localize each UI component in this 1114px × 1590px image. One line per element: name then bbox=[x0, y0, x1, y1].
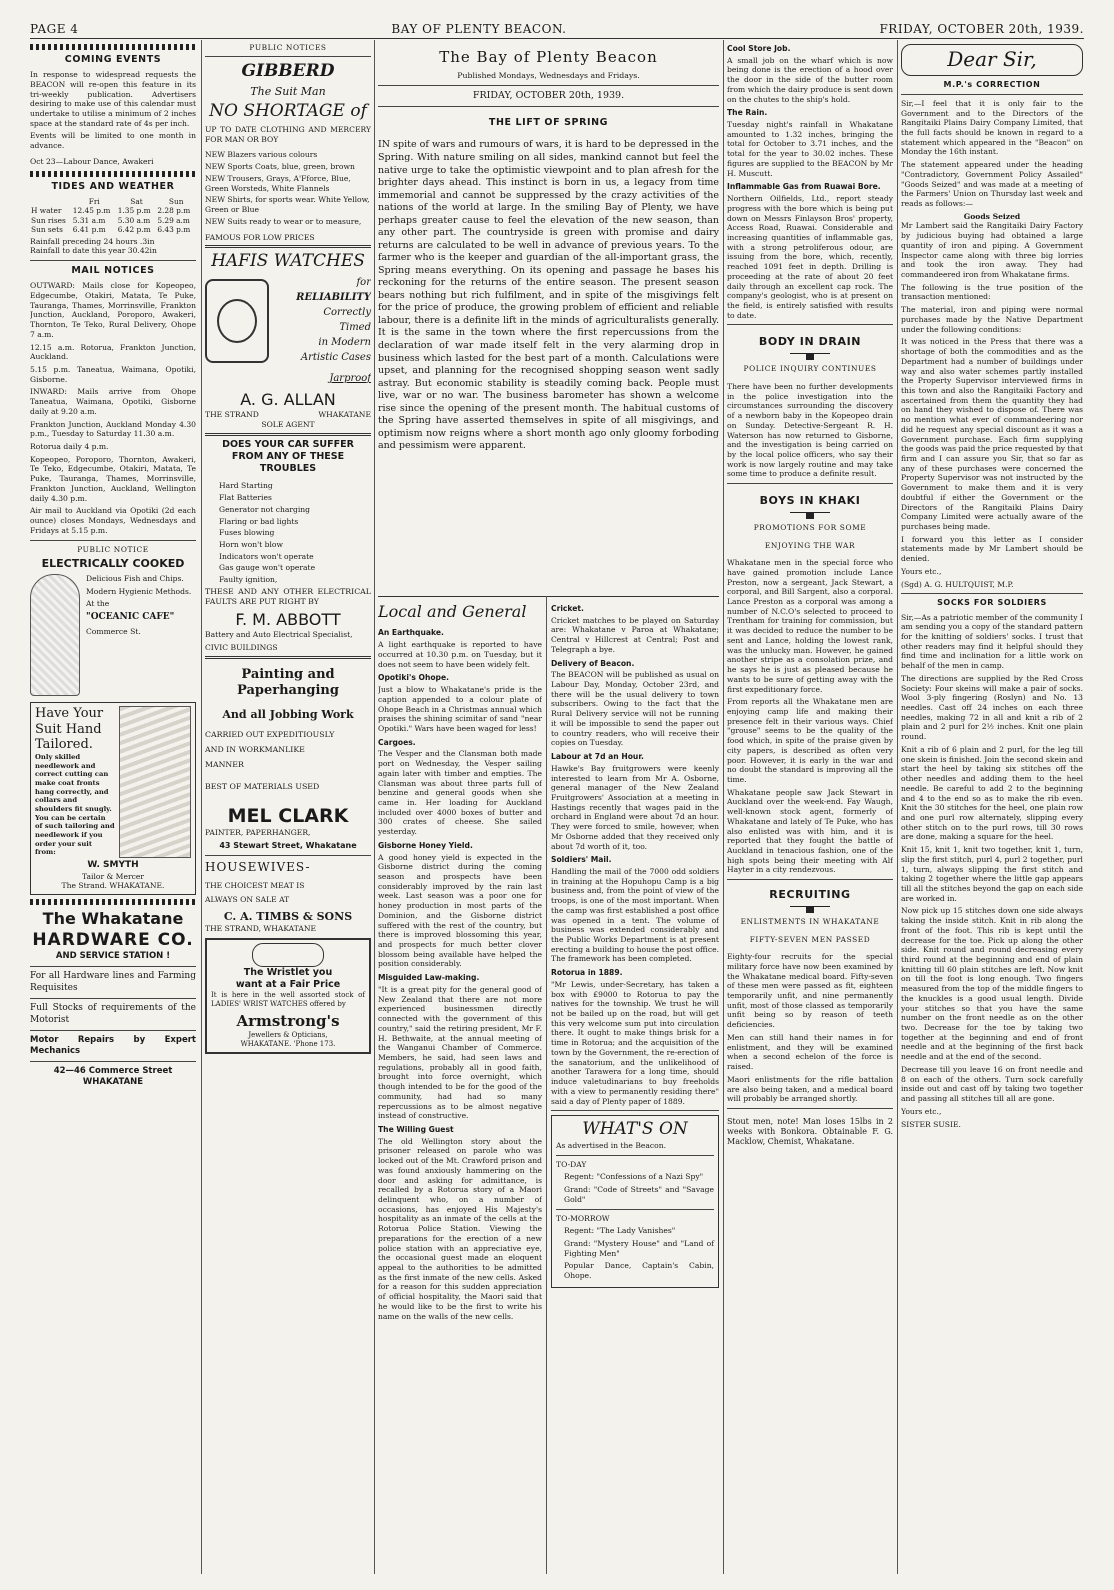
tailor-name: W. SMYTH bbox=[87, 860, 139, 871]
goods-seized-heading: Goods Seized bbox=[963, 211, 1021, 221]
tailored-man-illustration bbox=[119, 706, 191, 858]
article-heading: The Rain. bbox=[727, 108, 768, 118]
editorial-title: THE LIFT OF SPRING bbox=[488, 117, 609, 129]
hafis-copy: Correctly bbox=[323, 306, 371, 318]
hardware-name: HARDWARE CO. bbox=[32, 929, 194, 950]
page-header bbox=[30, 22, 1084, 39]
drain-heading: BODY IN DRAIN bbox=[758, 335, 862, 349]
ornament-rule bbox=[790, 512, 830, 519]
abbott-sub: Battery and Auto Electrical Specialist, bbox=[205, 630, 353, 640]
letter-text: Now pick up 15 stitches down one side always taking the inside stitch. Knit in rib along the front of the foot. This rib is kept until the decrease for the toe. Pick up along the other side. Knit round and round decreasing every third round at the beginning and end of plain knitting till 60 plain stitches are left. Now knit on till the foot is long enough. Two fingers measured from the top of the middle fingers to the knuckles is a good usual length. Divide your stitches so that you have the same number on the front needle as on the other two. Decrease for the toe by taking two together at the beginning and end of front needle and at the beginning of the first back needle and at the end of the second. bbox=[901, 906, 1083, 1062]
car-fault: Flaring or bad lights bbox=[219, 516, 299, 526]
column-rule bbox=[546, 600, 547, 1574]
ornament-rule bbox=[790, 906, 830, 913]
mail-inward-4: Kopeopeo, Poroporo, Thornton, Awakeri, Te Teko, Edgecumbe, Otakiri, Matata, Te Puke, Tauranga, Thames, Morrinsville, Frankton Junction, Auckland, Wellington daily 4.30 p.m. bbox=[30, 454, 196, 503]
letter-text: The statement appeared under the heading "Contradictory, Government Policy Assailed" "Goods Seized" and was made at a meeting of the Farmers' Union on Thursday last week and reads as follows:— bbox=[901, 160, 1083, 209]
recruiting-text: Maori enlistments for the rifle battalion are also being taken, and a medical board will probably be arranged shortly. bbox=[727, 1074, 893, 1104]
mel-clark-name: MEL CLARK bbox=[227, 804, 349, 827]
letter-text: The directions are supplied by the Red Cross Society: Four skeins will make a pair of socks. Wool 3-ply fingering (Roslyn) and No. 13 needles. Cast off 24 inches on each three needles, making 72 in all and knit a rib of 2 plain and 2 purl for 2½ inches. Knit one plain round. bbox=[901, 673, 1083, 742]
article-heading: Rotorua in 1889. bbox=[551, 968, 623, 978]
letter-closing: Yours etc., bbox=[901, 1106, 942, 1116]
painting-line: CARRIED OUT EXPEDITIOUSLY bbox=[205, 730, 335, 739]
letter-text: Sir,—As a patriotic member of the community I am sending you a copy of the standard pattern for the knitting of soldiers' socks. I trust that other readers may find it helpful should they find time and inclination for a little work on behalf of the men in camp. bbox=[901, 612, 1083, 671]
recruiting-heading: RECRUITING bbox=[769, 888, 851, 902]
hardware-sub: AND SERVICE STATION ! bbox=[55, 951, 171, 962]
article-heading: Cargoes. bbox=[378, 737, 416, 747]
hafis-jarproof: Jarproof bbox=[329, 372, 371, 384]
hardware-line: Full Stocks of requirements of the Motorist bbox=[30, 1003, 196, 1025]
recruiting-text: Men can still hand their names in for enlistment, and they will be examined when a second echelon of the force is raised. bbox=[727, 1032, 893, 1072]
hardware-the: The Whakatane bbox=[42, 909, 184, 929]
article-text: Tuesday night's rainfall in Whakatane amounted to 1.32 inches, bringing the total for October to 3.71 inches, and the total for the year to 30.02 inches. These figures are supplied to the BEACON by Mr H. Muscutt. bbox=[727, 120, 893, 178]
cafe-name: "OCEANIC CAFE" bbox=[86, 612, 175, 623]
wristwatch-illustration bbox=[205, 279, 269, 363]
hardware-line: Motor Repairs by Expert Mechanics bbox=[30, 1035, 196, 1057]
armstrong-sub: Jewellers & Opticians, bbox=[248, 1031, 328, 1040]
cafe-heading: ELECTRICALLY COOKED bbox=[41, 556, 185, 570]
painting-line: And all Jobbing Work bbox=[222, 707, 354, 721]
car-fault: Gas gauge won't operate bbox=[219, 563, 316, 573]
tailor-sub: Tailor & Mercer bbox=[82, 871, 144, 881]
time-cell: 6.42 p.m bbox=[117, 225, 151, 235]
new-item: NEW Shirts, for sports wear. White Yellow, Green or Blue bbox=[205, 195, 370, 215]
mail-outward-3: 5.15 p.m. Taneatua, Waimana, Opotiki, Gisborne. bbox=[30, 365, 196, 384]
mail-inward-2: Frankton Junction, Auckland Monday 4.30 p.m., Tuesday to Saturday 11.30 a.m. bbox=[30, 419, 196, 439]
khaki-text: From reports all the Whakatane men are enjoying camp life and making their presence felt in their various ways. Chief "grouse" seems to be the quality of the food which, in spite of the praise given by city papers, is described as often very poor. However, it is early in the war and no doubt the standard is improving all the time. bbox=[727, 697, 893, 784]
meat-line: THE CHOICEST MEAT IS bbox=[205, 880, 305, 890]
recruiting-text: Eighty-four recruits for the special military force have now been examined by the Whakatane medical board. Fifty-seven of these men were passed as fit, eighteen temporarily unfit, and nine permanently unfit, most of those classed as temporarily unfit being so by reason of teeth deficiencies. bbox=[727, 952, 893, 1030]
column-1 bbox=[30, 40, 196, 1574]
article-heading: Cricket. bbox=[551, 604, 584, 613]
wristlet-text: It is here in the well assorted stock of LADIES' WRIST WATCHES offered by bbox=[211, 991, 365, 1008]
khaki-heading: BOYS IN KHAKI bbox=[759, 494, 861, 508]
mail-inward-3: Rotorua daily 4 p.m. bbox=[30, 442, 109, 452]
article-text: A good honey yield is expected in the Gisborne district during the coming season and prospects have been considerably improved by the rain last week. Last season was a poor one for honey production in most parts of the Dominion, and the Gisborne district suffered with the rest of the country, but there is improved blossoming this year, and prospects for much better clover blossom being available have helped the position considerably. bbox=[378, 852, 542, 969]
letter-text: It was noticed in the Press that there was a shortage of both the commodities and as the Department had a number of buildings under way and also water schemes partly installed the Property Supervisor interviewed firms in this town and also the Rangitaiki Factory and ascertained from them the quantity they had on hand they wished to dispose of. There was no mention what ever of commandeering nor did he request any special discount as it was a Government purchase. Each firm supplying the goods was paid the price requested by that firm and I can assure you Sir, that so far as any of these purchases were concerned the Property Supervisor was not instructed by the Government to make them and it is very doubtful if either the Government or the Directors of the Rangitaiki Plains Dairy Company Limited were actually aware of the purchases being made. bbox=[901, 337, 1083, 532]
column-rule bbox=[897, 40, 898, 1574]
hafis-copy: Artistic Cases bbox=[300, 351, 371, 363]
ornament-rule bbox=[30, 171, 196, 177]
cafe-line: At the bbox=[86, 599, 110, 609]
wristlet-line: want at a Fair Price bbox=[235, 978, 341, 990]
car-heading: DOES YOUR CAR SUFFER FROM ANY OF THESE TROUBLES bbox=[222, 438, 354, 475]
tailor-text: Only skilled needlework and correct cutting can make coat fronts hang correctly, and collars and shoulders fit snugly. You can be certain of such tailoring and needlework if you order your suit from: bbox=[35, 752, 115, 857]
letter-text: Knit a rib of 6 plain and 2 purl, for the leg till one skein is finished. Join the second skein and start the heel by taking six stitches off the other needles and adding them to the heel needle. Be careful to add 2 to the beginning and 4 to the end so as to make the rib even. Knit the 30 stitches for the heel, one plain row and one purl row alternately, slipping every other stitch on to the purl rows, till 30 rows are done, making a square for the heel. bbox=[901, 744, 1083, 842]
letter-signature: (Sgd) A. G. HULTQUIST, M.P. bbox=[901, 579, 1014, 589]
car-footer: THESE AND ANY OTHER ELECTRICAL FAULTS ARE PUT RIGHT BY bbox=[205, 586, 371, 606]
letter-text: The material, iron and piping were normal purchases made by the Native Department under the following conditions: bbox=[901, 305, 1083, 334]
page-number: PAGE 4 bbox=[30, 22, 79, 36]
letter-text: Knit 15, knit 1, knit two together, knit 1, turn, slip the first stitch, purl 4, purl 2 together, purl 1, turn, always slipping the first stitch and taking 2 together where the little gap appears till all the stitches beyond the gap on each side are worked in. bbox=[901, 845, 1083, 903]
article-heading: Delivery of Beacon. bbox=[551, 658, 635, 668]
article-heading: Soldiers' Mail. bbox=[551, 855, 612, 865]
article-text: "It is a great pity for the general good of New Zealand that there are not more experienced businessmen directly connected with the government of this country," said the retiring president, Mr F. H. Bethwaite, at the annual meeting of the Wanganui Chamber of Commerce. Members, he said, had seen laws and regulations, probably all in good faith, brought into force overnight, which though intended to be for the good of the community, had had so many repercussions as to be almost negative instead of constructive. bbox=[378, 984, 542, 1121]
row-label: Sun rises bbox=[31, 215, 66, 225]
today-item: Grand: "Code of Streets" and "Savage Gold" bbox=[564, 1185, 714, 1204]
letter-text: I forward you this letter as I consider statements made by Mr Lambert should be denied. bbox=[901, 534, 1083, 564]
recruiting-subheading-2: FIFTY-SEVEN MEN PASSED bbox=[749, 934, 871, 944]
khaki-text: Whakatane people saw Jack Stewart in Auckland over the week-end. Fay Waugh, well-known stock agent, formerly of Whakatane and lately of Te Puke, who has also enlisted was with him, and it is reported that they fought the battle of Auckland in tenacious fashion, one of the high spots being their meeting with Alf Hayter in a city rendezvous. bbox=[727, 787, 893, 875]
hafis-copy: in Modern bbox=[318, 336, 371, 348]
published-days: Published Mondays, Wednesdays and Fridays. bbox=[457, 71, 640, 81]
whats-on-heading: WHAT'S ON bbox=[582, 1119, 688, 1140]
day-label: Sat bbox=[130, 196, 143, 206]
today-item: Regent: "Confessions of a Nazi Spy" bbox=[564, 1172, 704, 1182]
timbs-address: THE STRAND, WHAKATANE bbox=[205, 924, 317, 934]
khaki-text: Whakatane men in the special force who have gained promotion include Lance Preston, now a sergeant, Jack Stewart, a corporal, and Bill Sargent, also a corporal. Lance Preston as a corporal was among a number of N.C.O's selected to proceed to Trentham for training for commission, but it was decided to reduce the number to be sent and Lance, holding the lowest rank, was the unlucky man. However, he gained another stripe as a consolation prize, and he says he is just as pleased because he wants to be sure of getting away with the first expeditionary force. bbox=[727, 558, 893, 694]
hafis-for: for bbox=[356, 276, 371, 288]
letter-signature: SISTER SUSIE. bbox=[901, 1119, 961, 1129]
cafe-line: Delicious Fish and Chips. bbox=[86, 574, 184, 584]
public-notice-label: PUBLIC NOTICE bbox=[77, 544, 149, 554]
article-heading: Gisborne Honey Yield. bbox=[378, 840, 473, 850]
allan-street: THE STRAND bbox=[205, 410, 259, 420]
paper-title: BAY OF PLENTY BEACON. bbox=[391, 22, 567, 36]
abbott-name: F. M. ABBOTT bbox=[235, 609, 341, 629]
rainfall-24h: Rainfall preceding 24 hours .3in bbox=[30, 236, 155, 246]
article-heading: Misguided Law-making. bbox=[378, 973, 480, 983]
article-text: Handling the mail of the 7000 odd soldiers in training at the Hopuhopu Camp is a big business and, from the point of view of the troops, is one of the most important. When the camp was first established a post office was opened in a tent. The volume of business was extended considerably and the Public Works Department is at present erecting a building to house the post office. The framework has been completed. bbox=[551, 866, 719, 964]
meat-line: ALWAYS ON SALE AT bbox=[205, 895, 290, 905]
coming-events-text: In response to widespread requests the BEACON will re-open this feature in its tri-weekly publication. Advertisers desiring to make use of this calendar must undertake to utilise a minimum of 2 inches space at the standard rate of 4s per inch. bbox=[30, 70, 196, 128]
coming-events-heading: COMING EVENTS bbox=[64, 54, 162, 65]
mail-outward-2: 12.15 a.m. Rotorua, Frankton Junction, Auckland. bbox=[30, 342, 196, 362]
letter-text: Sir,—I feel that it is only fair to the Government and to the Directors of the Rangitaiki Plains Dairy Company Limited, that the full facts should be known in regard to a statement which appeared in the "Beacon" on Monday the 16th instant. bbox=[901, 98, 1083, 157]
article-text: "Mr Lewis, under-Secretary, has taken a box with £9000 to Rotorua to pay the natives for the township. We trust he will not be bailed up on the road, but will get this very welcome sum put into circulation there. It ought to make things brisk for a time in Rotorua; and the acquisition of the town by the Government, the re-erection of the sanatorium, and the unlikelihood of another Tarawera for a long time, should induce valetudinarians to buy freeholds with a view to permanently residing there" said a day of Plenty paper of 1889. bbox=[551, 979, 719, 1106]
timbs-name: C. A. TIMBS & SONS bbox=[223, 909, 353, 923]
time-cell: 5.30 a.m bbox=[117, 215, 151, 225]
column-6 bbox=[901, 40, 1083, 1574]
event-item: Oct 23—Labour Dance, Awakeri bbox=[30, 156, 154, 166]
clothing-line: UP TO DATE CLOTHING AND MERCERY FOR MAN OR BOY bbox=[205, 125, 371, 144]
time-cell: 6.43 p.m bbox=[157, 225, 191, 235]
time-cell: 1.35 p.m bbox=[117, 206, 151, 216]
article-text: Hawke's Bay fruitgrowers were keenly interested to learn from Mr A. Osborne, general manager of the New Zealand Fruitgrowers' Association at a meeting in Hastings recently that wages paid in the orchard in England were about 7d an hour. They were forced to smile, however, when Mr Osborne added that they received only about 7d worth of it, too. bbox=[551, 763, 719, 851]
gibberd-heading: GIBBERD bbox=[241, 61, 335, 82]
cafe-line: Modern Hygienic Methods. bbox=[86, 586, 192, 596]
local-general-column bbox=[378, 600, 542, 1574]
article-text: The BEACON will be published as usual on Labour Day, Monday, October 23rd, and there will be the usual delivery to town subscribers. Owing to the fact that the Rural Delivery service will not be running it will be impossible to send the paper out to country readers, who will receive their copies on Tuesday. bbox=[551, 670, 719, 748]
article-text: A small job on the wharf which is now being done is the erection of a hood over the door in the side of the butter room from which the dairy produce is sent down on the chutes to the ship's hold. bbox=[727, 55, 893, 104]
masthead: The Bay of Plenty Beacon bbox=[439, 48, 658, 66]
housewives: HOUSEWIVES- bbox=[205, 860, 311, 875]
suit-man: The Suit Man bbox=[250, 85, 326, 99]
ornament-rule bbox=[790, 353, 830, 360]
tomorrow-label: TO-MORROW bbox=[556, 1213, 610, 1223]
new-item: NEW Trousers, Grays, A'Fforce, Blue, Green Worsteds, White Flannels bbox=[205, 173, 351, 193]
today-label: TO-DAY bbox=[556, 1159, 587, 1169]
row-label: Sun sets bbox=[31, 225, 63, 235]
car-fault: Fuses blowing bbox=[219, 528, 275, 538]
letter-closing: Yours etc., bbox=[901, 566, 942, 576]
tomorrow-item: Regent: "The Lady Vanishes" bbox=[564, 1226, 676, 1236]
mel-clark-sub: PAINTER, PAPERHANGER, bbox=[205, 828, 311, 838]
wristwatch-illustration bbox=[252, 943, 324, 967]
whats-on-sub: As advertised in the Beacon. bbox=[556, 1140, 667, 1150]
ornament-rule bbox=[30, 44, 196, 50]
column-rule bbox=[374, 40, 375, 1574]
hafis-reliability: RELIABILITY bbox=[296, 291, 371, 303]
tides-heading: TIDES AND WEATHER bbox=[51, 180, 175, 192]
air-mail: Air mail to Auckland via Opotiki (2d each ounce) closes Mondays, Wednesdays and Fridays at 5.15 p.m. bbox=[30, 506, 196, 535]
allan-name: A. G. ALLAN bbox=[240, 389, 336, 409]
day-label: Fri bbox=[88, 196, 100, 206]
article-text: Just a blow to Whakatane's pride is the caption appended to a colour plate of Ohope Beach in a Christmas annual which praises the shining scimitar of sand "near Opotiki." Wars have been waged for less! bbox=[378, 685, 542, 733]
editorial-text: IN spite of wars and rumours of wars, it is hard to be depressed in the Spring. With nature smiling on all sides, mankind cannot but feel the native urge to take the optimistic viewpoint and to plan afresh for the brighter days ahead. This instinct is born in us, a legacy from time immemorial and cannot be suppressed by the crazy activities of the nations of the world at large. In the smiling Bay of Plenty, we have perhaps greater cause to feel the elevation of the new season, than any other part. The countryside is green with promise and dairy returns are calculated to be well in advance of previous years. To the farmer who is the keeper and guardian of the all-important grass, the Spring means everything. On its opening and passage he bases his reckoning for the returns of the entire season. The present season bears nothing but rich fulfilment, and in spite of the misgivings felt for the price of produce, the growing problem of efficient and reliable labour, there is a definite lift in the minds of agriculturalists generally. It is the same in the town where the first repercussions from the declaration of war made itself felt in the very alarming drop in business which lasted for the best part of a month. Calculations were upset, and planning for the recognised shopping season went sadly astray. But economic stability is steadily coming back. People must live, war or no war. The business barometer has shown a welcome rise since the opening of the present month. The habitual customs of the Spring have asserted themselves in spite of all misgivings, and optimism now reigns where a short month ago only gloomy forboding and pessimism were apparent. bbox=[378, 139, 719, 452]
new-item: NEW Sports Coats, blue, green, brown bbox=[205, 162, 355, 172]
ornament-rule bbox=[30, 899, 196, 905]
drain-subheading: POLICE INQUIRY CONTINUES bbox=[743, 364, 877, 374]
rainfall-year: Rainfall to date this year 30.42in bbox=[30, 246, 157, 256]
new-item: NEW Suits ready to wear or to measure, bbox=[205, 216, 362, 226]
coming-events-text-2: Events will be limited to one month in advance. bbox=[30, 131, 196, 151]
mel-clark-address: 43 Stewart Street, Whakatane bbox=[219, 840, 357, 850]
editorial-block bbox=[378, 40, 719, 600]
letter-text: The following is the true position of the transaction mentioned: bbox=[901, 282, 1083, 302]
column-rule bbox=[723, 40, 724, 1574]
recruiting-subheading: ENLISTMENTS IN WHAKATANE bbox=[740, 917, 880, 927]
no-shortage: NO SHORTAGE of bbox=[209, 101, 367, 122]
column-rule bbox=[201, 40, 202, 1574]
local-general-heading: Local and General bbox=[378, 602, 527, 621]
article-heading: An Earthquake. bbox=[378, 628, 444, 638]
drain-text: There have been no further developments in the police investigation into the circumstances surrounding the discovery of a newborn baby in the Kopeopeo drain on Sunday. Detective-Sergeant R. H. Waterson has now returned to Gisborne, and the investigation is being carried on by the local police officers, who say their work is now largely routine and may take some time to produce a definite result. bbox=[727, 381, 893, 479]
article-heading: The Willing Guest bbox=[378, 1124, 454, 1134]
khaki-subheading-2: ENJOYING THE WAR bbox=[764, 540, 856, 550]
time-cell: 5.29 a.m bbox=[157, 215, 190, 225]
car-fault: Faulty ignition, bbox=[219, 575, 278, 585]
wristlet-ad bbox=[205, 938, 371, 1054]
time-cell: 2.28 p.m bbox=[157, 206, 191, 216]
hardware-line: For all Hardware lines and Farming Requisites bbox=[30, 971, 196, 993]
article-text: A light earthquake is reported to have occurred at 10.30 p.m. on Tuesday, but it does not seem to have been widely felt. bbox=[378, 640, 542, 669]
abbott-building: CIVIC BUILDINGS bbox=[205, 642, 278, 652]
column-4 bbox=[551, 600, 719, 1574]
armstrong-name: Armstrong's bbox=[236, 1011, 340, 1030]
row-label: H water bbox=[31, 206, 62, 216]
article-text: The old Wellington story about the prisoner released on parole who was locked out of the Mt. Crawford prison and was found anxiously hammering on the door and asking for admittance, is recalled by a Rotorua story of a Maori delinquent who, on a number of occasions, has enjoyed His Majesty's hospitality as an inmate of the cells at the Rotorua Police Station. Viewing the preparations for the erection of a new police station with an appreciative eye, the occasional guest made an eloquent appeal to the authorities to be admitted as the first inmate of the new cells. Asked for a reason for this sudden appreciation of official hospitality, the Maori said that he would like to be the first to write his name on the walls of the new cells. bbox=[378, 1136, 542, 1321]
tailor-address: The Strand. WHAKATANE. bbox=[61, 881, 165, 891]
painting-line: MANNER bbox=[205, 759, 244, 769]
stout-men-ad: Stout men, note! Man loses 15lbs in 2 weeks with Bonkora. Obtainable F. G. Macklow, Chemist, Whakatane. bbox=[727, 1116, 893, 1147]
allan-town: WHAKATANE bbox=[318, 410, 371, 420]
car-fault: Indicators won't operate bbox=[219, 551, 314, 561]
tomorrow-item: Grand: "Mystery House" and "Land of Fighting Men" bbox=[564, 1239, 714, 1258]
car-fault: Generator not charging bbox=[219, 504, 311, 514]
time-cell: 6.41 p.m bbox=[72, 225, 106, 235]
article-heading: Opotiki's Ohope. bbox=[378, 673, 450, 683]
new-item: NEW Blazers various colours bbox=[205, 150, 318, 160]
article-heading: Cool Store Job. bbox=[727, 44, 791, 53]
public-notices-label: PUBLIC NOTICES bbox=[249, 43, 327, 52]
dear-sir-banner: Dear Sir, bbox=[901, 44, 1083, 76]
time-cell: 5.31 a.m bbox=[72, 215, 106, 225]
khaki-subheading: PROMOTIONS FOR SOME bbox=[753, 523, 867, 533]
article-heading: Labour at 7d an Hour. bbox=[551, 752, 644, 762]
column-5 bbox=[727, 40, 893, 1574]
mp-correction-heading: M.P.'s CORRECTION bbox=[943, 79, 1041, 89]
socks-heading: SOCKS FOR SOLDIERS bbox=[937, 598, 1047, 608]
whats-on-box bbox=[551, 1115, 719, 1288]
waitress-illustration bbox=[30, 574, 80, 696]
letter-text: Mr Lambert said the Rangitaiki Dairy Factory by judicious buying had obtained a large quantity of iron and piping. A Government Inspector came along with three big lorries and took the iron away. They had commandeered iron from Whakatane firms. bbox=[901, 221, 1083, 280]
car-fault: Flat Batteries bbox=[219, 493, 272, 503]
painting-line: AND IN WORKMANLIKE bbox=[205, 744, 305, 754]
hafis-heading: HAFIS WATCHES bbox=[211, 251, 365, 272]
cafe-street: Commerce St. bbox=[86, 626, 141, 636]
article-text: The Vesper and the Clansman both made port on Wednesday, the Vesper sailing again later with timber and empties. The Clansman was about three parts full of benzine and general goods when she came in. Her loading for Auckland included over 4000 boxes of butter and 300 crates of cheese. She sailed yesterday. bbox=[378, 749, 542, 837]
letter-text: Decrease till you leave 16 on front needle and 8 on each of the others. Turn sock carefully inside out and cast off by taking two together and passing all stitches till all are gone. bbox=[901, 1064, 1083, 1104]
day-label: Sun bbox=[168, 196, 184, 206]
page-date: FRIDAY, OCTOBER 20th, 1939. bbox=[879, 22, 1084, 36]
time-cell: 12.45 p.m bbox=[72, 206, 111, 216]
hardware-town: WHAKATANE bbox=[82, 1076, 144, 1087]
mail-outward: OUTWARD: Mails close for Kopeopeo, Edgecumbe, Otakiri, Matata, Te Puke, Tauranga, Thames, Morrinsville, Frankton Junction, Auckland, Poroporo, Awakeri, Thornton, Te Teko, Rural Delivery, Ohope 7 a.m. bbox=[30, 281, 196, 339]
allan-agent: SOLE AGENT bbox=[261, 420, 315, 430]
editorial-date: FRIDAY, OCTOBER 20th, 1939. bbox=[472, 90, 625, 102]
hardware-address: 42—46 Commerce Street bbox=[53, 1065, 173, 1076]
cafe-ad bbox=[30, 574, 196, 698]
famous-low-prices: FAMOUS FOR LOW PRICES bbox=[205, 232, 315, 242]
painting-line: BEST OF MATERIALS USED bbox=[205, 781, 320, 791]
tomorrow-item: Popular Dance, Captain's Cabin, Ohope. bbox=[564, 1261, 714, 1281]
tailor-heading: Have Your Suit Hand Tailored. bbox=[35, 706, 104, 753]
painting-heading: Painting and Paperhanging bbox=[237, 666, 339, 699]
article-heading: Inflammable Gas from Ruawai Bore. bbox=[727, 182, 881, 192]
mail-inward: INWARD: Mails arrive from Ohope Taneatua, Waimana, Opotiki, Gisborne daily at 9.20 a.m. bbox=[30, 387, 196, 416]
article-text: Cricket matches to be played on Saturday are: Whakatane v Paroa at Whakatane; Central v Hillcrest at Central; Post and Telegraph a bye. bbox=[551, 615, 719, 654]
tailor-ad bbox=[30, 702, 196, 895]
column-2 bbox=[205, 40, 371, 1574]
hafis-copy: Timed bbox=[339, 321, 371, 333]
mail-notices-heading: MAIL NOTICES bbox=[71, 265, 155, 277]
article-text: Northern Oilfields, Ltd., report steady progress with the bore which is being put down on Messrs Finlayson Bros' property, Access Road, Ruawai. Considerable and increasing quantities of inflammable gas, with a strong petroliferous odour, are issuing from the bore, which, recently, reached 1091 feet in depth. Drilling is proceeding at the rate of about 20 feet daily through an excellent cap rock. The company's geologist, who is at present on the field, is entirely satisfied with results to date. bbox=[727, 194, 893, 320]
car-fault: Hard Starting bbox=[219, 481, 273, 491]
wristlet-line: The Wristlet you bbox=[243, 966, 333, 978]
armstrong-address: WHAKATANE. 'Phone 173. bbox=[240, 1040, 336, 1049]
car-fault: Horn won't blow bbox=[219, 539, 284, 549]
tides-table bbox=[30, 197, 196, 235]
